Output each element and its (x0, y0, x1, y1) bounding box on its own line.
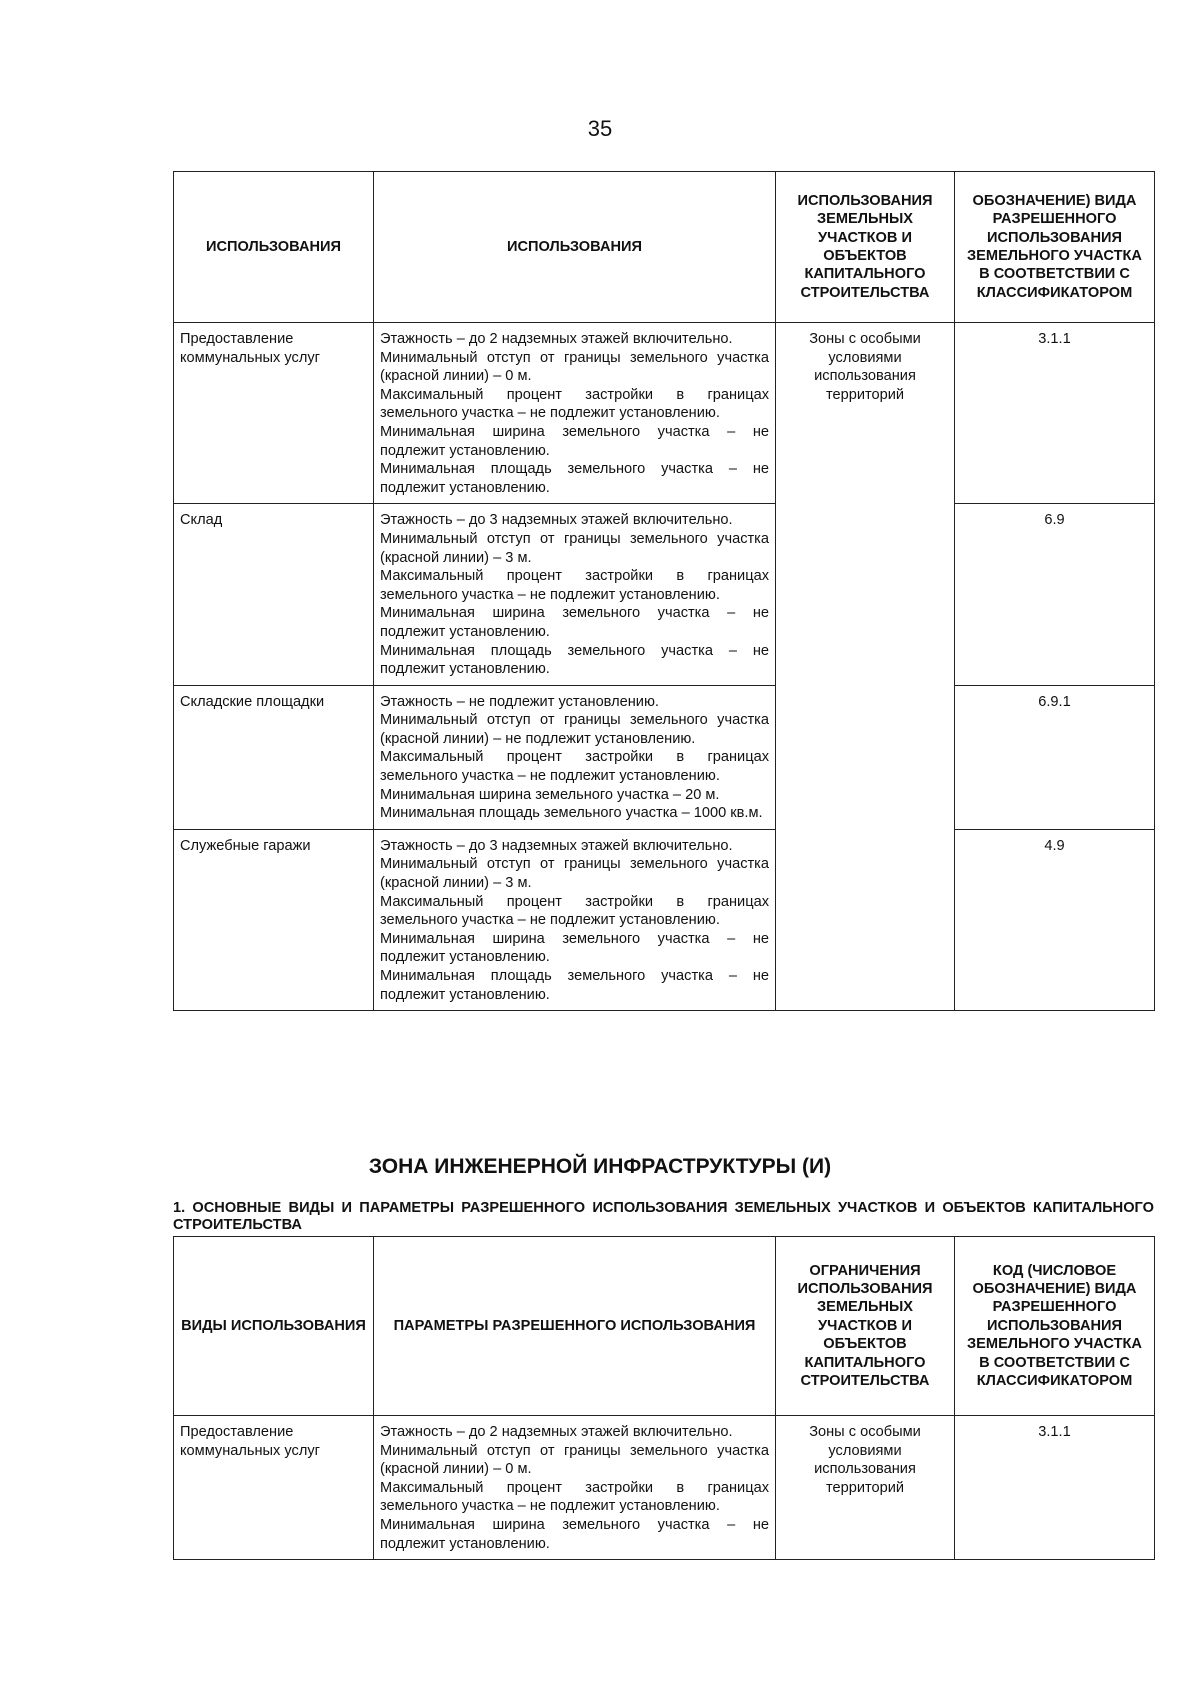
header-code: КОД (ЧИСЛОВОЕ ОБОЗНАЧЕНИЕ) ВИДА РАЗРЕШЕННОГО ИСПОЛЬЗОВАНИЯ ЗЕМЕЛЬНОГО УЧАСТКА В СООТВЕТСТВИИ С КЛАССИФИКАТОРОМ (955, 1237, 1155, 1416)
page-number: 35 (587, 116, 613, 141)
parameter-line: Максимальный процент застройки в границах земельного участка – не подлежит установлению. (380, 893, 769, 929)
parameter-line: Максимальный процент застройки в границах земельного участка – не подлежит установлению. (380, 568, 769, 603)
parameter-line: Минимальная ширина земельного участка – не подлежит установлению. (380, 423, 769, 459)
code-cell: 6.9.1 (955, 685, 1155, 829)
restrictions-cell: Зоны с особыми условиями использования территорий (776, 1416, 955, 1560)
parameter-line: Минимальный отступ от границы земельного участка (красной линии) – 0 м. (380, 1442, 769, 1478)
table-row (174, 323, 1155, 504)
header-restrictions: ИСПОЛЬЗОВАНИЯ ЗЕМЕЛЬНЫХ УЧАСТКОВ И ОБЪЕКТОВ КАПИТАЛЬНОГО СТРОИТЕЛЬСТВА (776, 172, 955, 323)
table-row (174, 1416, 1155, 1560)
code-cell: 3.1.1 (955, 1416, 1155, 1560)
parameter-line: Максимальный процент застройки в границах земельного участка – не подлежит установлению. (380, 386, 769, 422)
parameter-line: Минимальный отступ от границы земельного участка (красной линии) – 3 м. (380, 856, 769, 892)
header-parameters: ИСПОЛЬЗОВАНИЯ (374, 172, 776, 323)
use-type-cell: Складские площадки (174, 685, 374, 829)
land-use-table-continued (173, 171, 1155, 1011)
parameter-line: Минимальная ширина земельного участка – не подлежит установлению. (380, 930, 769, 966)
header-use-type: ВИДЫ ИСПОЛЬЗОВАНИЯ (174, 1237, 374, 1416)
parameter-line: Минимальная площадь земельного участка – не подлежит установлению. (380, 642, 769, 678)
parameter-line: Этажность – до 3 надземных этажей включительно. (380, 837, 733, 854)
header-restrictions: ОГРАНИЧЕНИЯ ИСПОЛЬЗОВАНИЯ ЗЕМЕЛЬНЫХ УЧАСТКОВ И ОБЪЕКТОВ КАПИТАЛЬНОГО СТРОИТЕЛЬСТВА (776, 1237, 955, 1416)
use-type-cell: Предоставление коммунальных услуг (174, 1416, 374, 1560)
table-header-row (174, 172, 1155, 323)
section-title: 1. ОСНОВНЫЕ ВИДЫ И ПАРАМЕТРЫ РАЗРЕШЕННОГО ИСПОЛЬЗОВАНИЯ ЗЕМЕЛЬНЫХ УЧАСТКОВ И ОБЪЕКТОВ КАПИТАЛЬНОГО СТРОИТЕЛЬСТВА (173, 1200, 1154, 1233)
code-cell: 3.1.1 (955, 323, 1155, 504)
parameter-line: Этажность – не подлежит установлению. (380, 693, 659, 710)
use-type-cell: Служебные гаражи (174, 829, 374, 1010)
table-header-row (174, 1237, 1155, 1416)
code-cell: 6.9 (955, 504, 1155, 685)
parameters-cell (374, 1416, 776, 1560)
parameter-line: Минимальная площадь земельного участка – не подлежит установлению. (380, 968, 769, 1003)
parameter-line: Этажность – до 2 надземных этажей включительно. (380, 1424, 733, 1440)
parameter-line: Минимальная площадь земельного участка – не подлежит установлению. (380, 461, 769, 496)
header-parameters: ПАРАМЕТРЫ РАЗРЕШЕННОГО ИСПОЛЬЗОВАНИЯ (374, 1237, 776, 1416)
code-cell: 4.9 (955, 829, 1155, 1010)
zone-title: ЗОНА ИНЖЕНЕРНОЙ ИНФРАСТРУКТУРЫ (И) (368, 1155, 832, 1178)
restrictions-cell: Зоны с особыми условиями использования территорий (776, 323, 955, 1011)
use-type-cell: Предоставление коммунальных услуг (174, 323, 374, 504)
parameter-line: Минимальный отступ от границы земельного участка (красной линии) – не подлежит установлению. (380, 712, 769, 747)
parameters-cell (374, 504, 776, 685)
parameter-line: Минимальная ширина земельного участка – не подлежит установлению. (380, 605, 769, 640)
parameters-cell (374, 685, 776, 829)
parameter-line: Максимальный процент застройки в границах земельного участка – не подлежит установлению. (380, 1479, 769, 1515)
table-row (174, 829, 1155, 1010)
parameter-line: Этажность – до 2 надземных этажей включительно. (380, 331, 733, 347)
parameter-line: Минимальный отступ от границы земельного участка (красной линии) – 0 м. (380, 349, 769, 385)
table-row (174, 504, 1155, 685)
parameter-line: Минимальный отступ от границы земельного участка (красной линии) – 3 м. (380, 530, 769, 566)
parameter-line: Минимальная площадь земельного участка – 1000 кв.м. (380, 805, 763, 822)
parameter-line: Этажность – до 3 надземных этажей включительно. (380, 512, 733, 529)
header-use-type: ИСПОЛЬЗОВАНИЯ (174, 172, 374, 323)
parameters-cell (374, 323, 776, 504)
land-use-table-engineering-zone (173, 1236, 1155, 1560)
parameter-line: Минимальная ширина земельного участка – не подлежит установлению. (380, 1516, 769, 1552)
parameter-line: Минимальная ширина земельного участка – 20 м. (380, 786, 720, 803)
table-row (174, 685, 1155, 829)
parameters-cell (374, 829, 776, 1010)
use-type-cell: Склад (174, 504, 374, 685)
header-code: ОБОЗНАЧЕНИЕ) ВИДА РАЗРЕШЕННОГО ИСПОЛЬЗОВАНИЯ ЗЕМЕЛЬНОГО УЧАСТКА В СООТВЕТСТВИИ С КЛАССИФИКАТОРОМ (955, 172, 1155, 323)
parameter-line: Максимальный процент застройки в границах земельного участка – не подлежит установлению. (380, 749, 769, 785)
